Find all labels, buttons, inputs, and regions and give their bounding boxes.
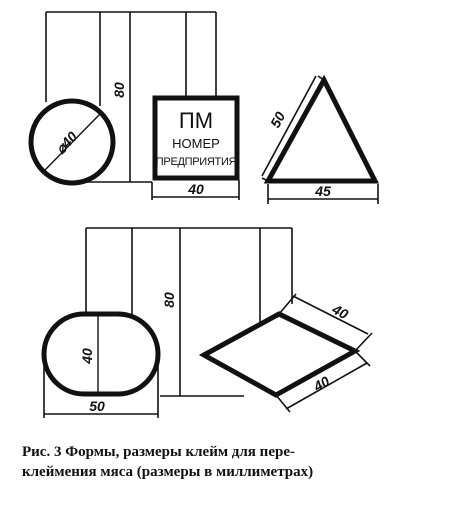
oval-width-label: 50 bbox=[89, 398, 105, 414]
stamp-text-pm: ПМ bbox=[178, 108, 214, 133]
triangle-side-label: 50 bbox=[266, 109, 289, 131]
stamp-text-number: НОМЕР bbox=[172, 136, 220, 151]
triangle-stamp bbox=[268, 80, 375, 181]
triangle-base-label: 45 bbox=[315, 183, 331, 199]
stamp-text-enterprise: ПРЕДПРИЯТИЯ bbox=[155, 156, 237, 168]
rhombus-upper-label: 40 bbox=[329, 300, 351, 323]
circle-diameter-label: ⌀40 bbox=[52, 128, 81, 157]
oval-stamp bbox=[44, 314, 158, 394]
figure-caption bbox=[22, 442, 422, 482]
square-width-label: 40 bbox=[188, 181, 204, 197]
top-height-label: 80 bbox=[111, 82, 127, 98]
oval-height-label: 40 bbox=[79, 348, 95, 364]
caption-line-2: клеймения мяса (размеры в миллиметрах) bbox=[22, 464, 314, 480]
rhombus-lower-label: 40 bbox=[310, 372, 333, 395]
bottom-height-label: 80 bbox=[161, 292, 177, 308]
caption-line-1: Рис. 3 Формы, размеры клейм для пере- bbox=[22, 444, 295, 460]
